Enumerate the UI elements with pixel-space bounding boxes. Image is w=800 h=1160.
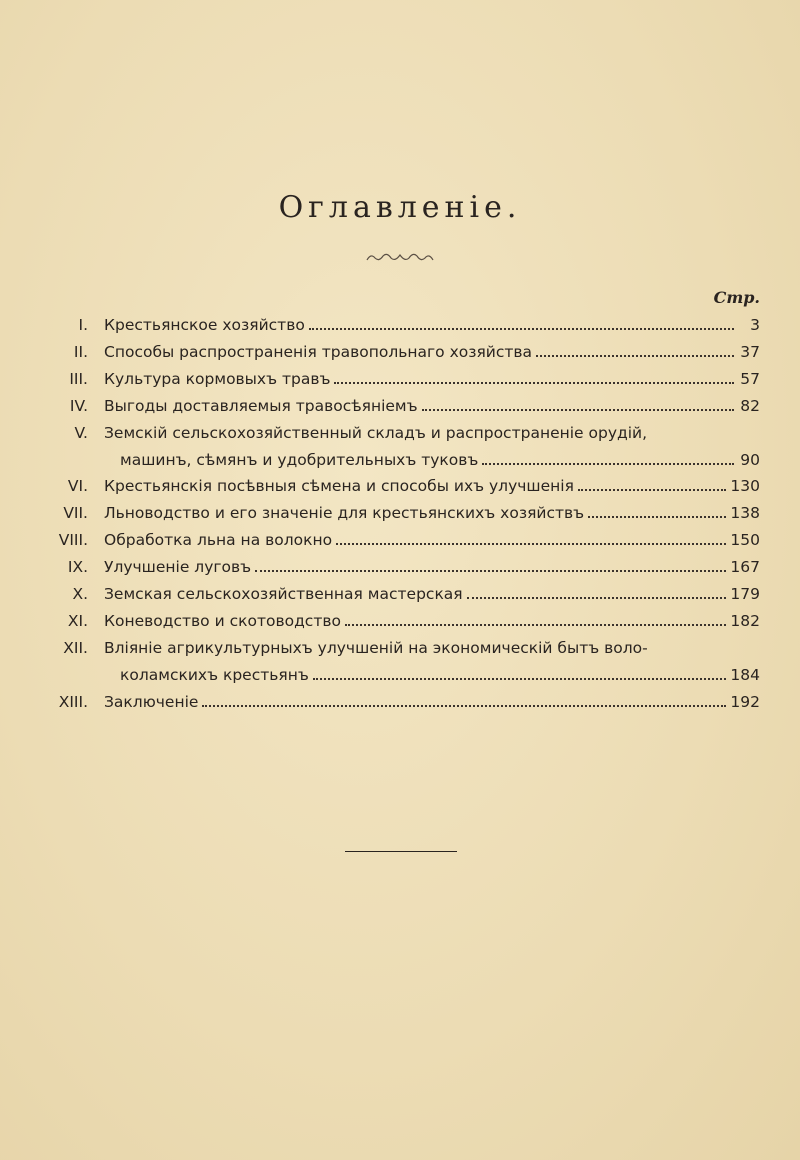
toc-entry-page: 182	[730, 611, 760, 630]
toc-entry-title: Обработка льна на волокно	[104, 531, 333, 550]
toc-entry-number: III.	[69, 369, 88, 388]
toc-entry-line	[0, 312, 800, 338]
toc-entry-title: Льноводство и его значеніе для крестьянскихъ хозяйствъ	[104, 504, 585, 523]
toc-entry-number: VII.	[63, 504, 88, 523]
toc-entry-number: IX.	[67, 558, 88, 577]
toc-entry-number: I.	[78, 316, 88, 334]
toc-entry-page: 82	[740, 396, 760, 415]
toc-entry-number: VIII.	[58, 531, 88, 550]
toc-entry-title: машинъ, сѣмянъ и удобрительныхъ туковъ	[120, 450, 479, 469]
dot-leader	[536, 339, 734, 357]
toc-entry-number: XI.	[67, 611, 88, 630]
dot-leader	[467, 581, 727, 599]
toc-entry-page: 150	[730, 531, 760, 550]
toc-entry-page: 138	[730, 504, 760, 523]
toc-entry-title: Способы распространенія травопольнаго хозяйства	[104, 342, 533, 361]
dot-leader	[313, 662, 727, 680]
toc-entry-line	[0, 662, 800, 688]
dot-leader	[336, 527, 726, 545]
dot-leader	[588, 500, 726, 518]
toc-entry-title: Заключеніе	[104, 692, 199, 711]
toc-entry-page: 37	[740, 342, 760, 361]
toc-entry-number: V.	[74, 423, 88, 442]
dot-leader	[309, 312, 734, 330]
dot-leader	[255, 554, 726, 572]
page-column-header: Стр.	[713, 288, 760, 307]
dot-leader	[334, 366, 734, 384]
toc-entry-page: 192	[730, 692, 760, 711]
page-title: Оглавленіе.	[278, 190, 522, 225]
dot-leader	[345, 608, 726, 626]
toc-entry-line	[0, 689, 800, 715]
toc-entry-number: X.	[72, 585, 88, 603]
toc-entry-line	[0, 366, 800, 392]
dot-leader	[422, 393, 734, 411]
toc-entry-line	[0, 608, 800, 634]
toc-entry-page: 3	[750, 316, 760, 334]
toc-entry-line	[0, 473, 800, 499]
toc-entry-page: 130	[730, 477, 760, 496]
toc-entry-line	[0, 447, 800, 473]
closing-rule	[345, 851, 457, 852]
toc-entry-title: Выгоды доставляемыя травосѣяніемъ	[104, 396, 418, 415]
dot-leader	[482, 447, 734, 465]
toc-entry-title: Вліяніе агрикультурныхъ улучшеній на экономическій бытъ воло-	[104, 638, 648, 657]
toc-entry-line	[0, 554, 800, 580]
toc-entry-line	[0, 420, 800, 446]
toc-entry-line	[0, 581, 800, 607]
toc-entry-title: Земскій сельскохозяйственный складъ и распространеніе орудій,	[104, 423, 648, 442]
toc-entry-number: IV.	[69, 396, 88, 415]
toc-entry-number: VI.	[67, 477, 88, 496]
toc-entry-title: Земская сельскохозяйственная мастерская	[104, 585, 463, 603]
toc-entry-number: XIII.	[58, 692, 88, 711]
toc-entry-line	[0, 527, 800, 553]
toc-entry-line	[0, 500, 800, 526]
toc-entry-page: 57	[740, 369, 760, 388]
toc-entry-page: 179	[730, 585, 760, 603]
ornament-divider	[365, 250, 435, 264]
toc-entry-title: Улучшеніе луговъ	[104, 558, 252, 577]
toc-entry-number: II.	[73, 342, 88, 361]
toc-entry-line	[0, 339, 800, 365]
toc-entry-page: 90	[740, 450, 760, 469]
toc-entry-title: Коневодство и скотоводство	[104, 611, 341, 630]
toc-entry-title: Культура кормовыхъ травъ	[104, 369, 331, 388]
dot-leader	[202, 689, 726, 707]
toc-entry-line	[0, 393, 800, 419]
toc-entry-page: 184	[730, 665, 760, 684]
toc-entry-number: XII.	[63, 638, 88, 657]
toc-entry-title: Крестьянское хозяйство	[104, 316, 305, 334]
toc-entry-line	[0, 635, 800, 661]
toc-entry-title: коламскихъ крестьянъ	[120, 665, 309, 684]
toc-entry-title: Крестьянскія посѣвныя сѣмена и способы ихъ улучшенія	[104, 477, 574, 496]
dot-leader	[578, 473, 727, 491]
toc-entry-page: 167	[730, 558, 760, 577]
